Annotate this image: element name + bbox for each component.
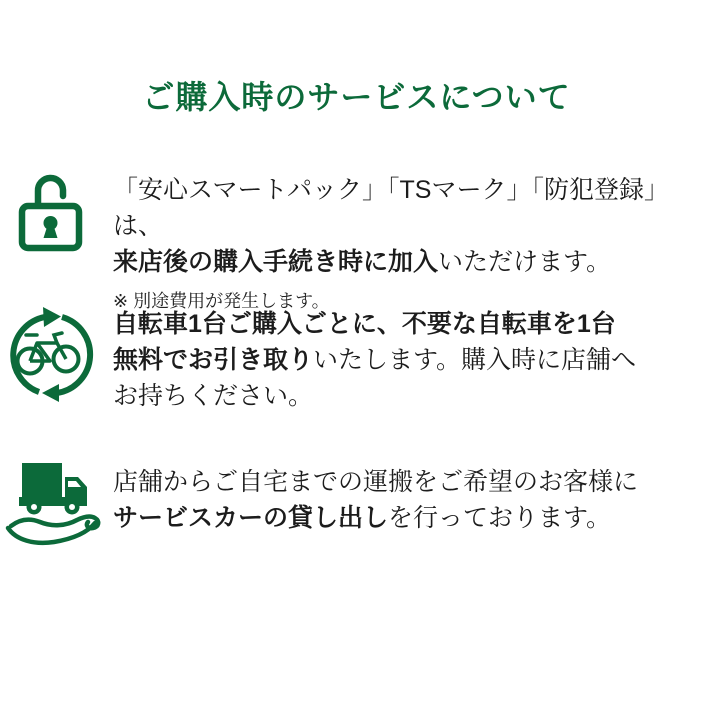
open-padlock-icon	[12, 170, 102, 260]
section2-text	[113, 306, 713, 414]
section2-line2: 無料でお引き取りいたします。購入時に店舗へ	[113, 346, 637, 374]
page-title: ご購入時のサービスについて	[142, 79, 571, 115]
section3-line1: 店舗からご自宅までの運搬をご希望のお客様に	[113, 468, 639, 496]
section1-note: ※ 別途費用が発生します。	[113, 291, 330, 311]
section2-line3: お持ちください。	[113, 382, 314, 410]
section-bicycle-tradein	[0, 300, 713, 414]
section1-text	[113, 172, 713, 314]
bicycle-recycle-icon	[9, 304, 104, 404]
section2-line1: 自転車1台ご購入ごとに、不要な自転車を1台	[113, 310, 616, 338]
section1-icon-column	[0, 168, 113, 260]
delivery-truck-on-hand-icon	[4, 454, 109, 549]
section3-icon-column	[0, 452, 113, 549]
section-purchase-registration	[0, 168, 713, 314]
section1-line2: 来店後の購入手続き時に加入いただけます。	[113, 248, 612, 276]
section-service-car	[0, 452, 713, 549]
section3-text	[113, 464, 713, 536]
section1-line1: 「安心スマートパック」「TSマーク」「防犯登録」は、	[113, 176, 669, 240]
section3-line2: サービスカーの貸し出しを行っております。	[113, 504, 612, 532]
section2-icon-column	[0, 300, 113, 404]
